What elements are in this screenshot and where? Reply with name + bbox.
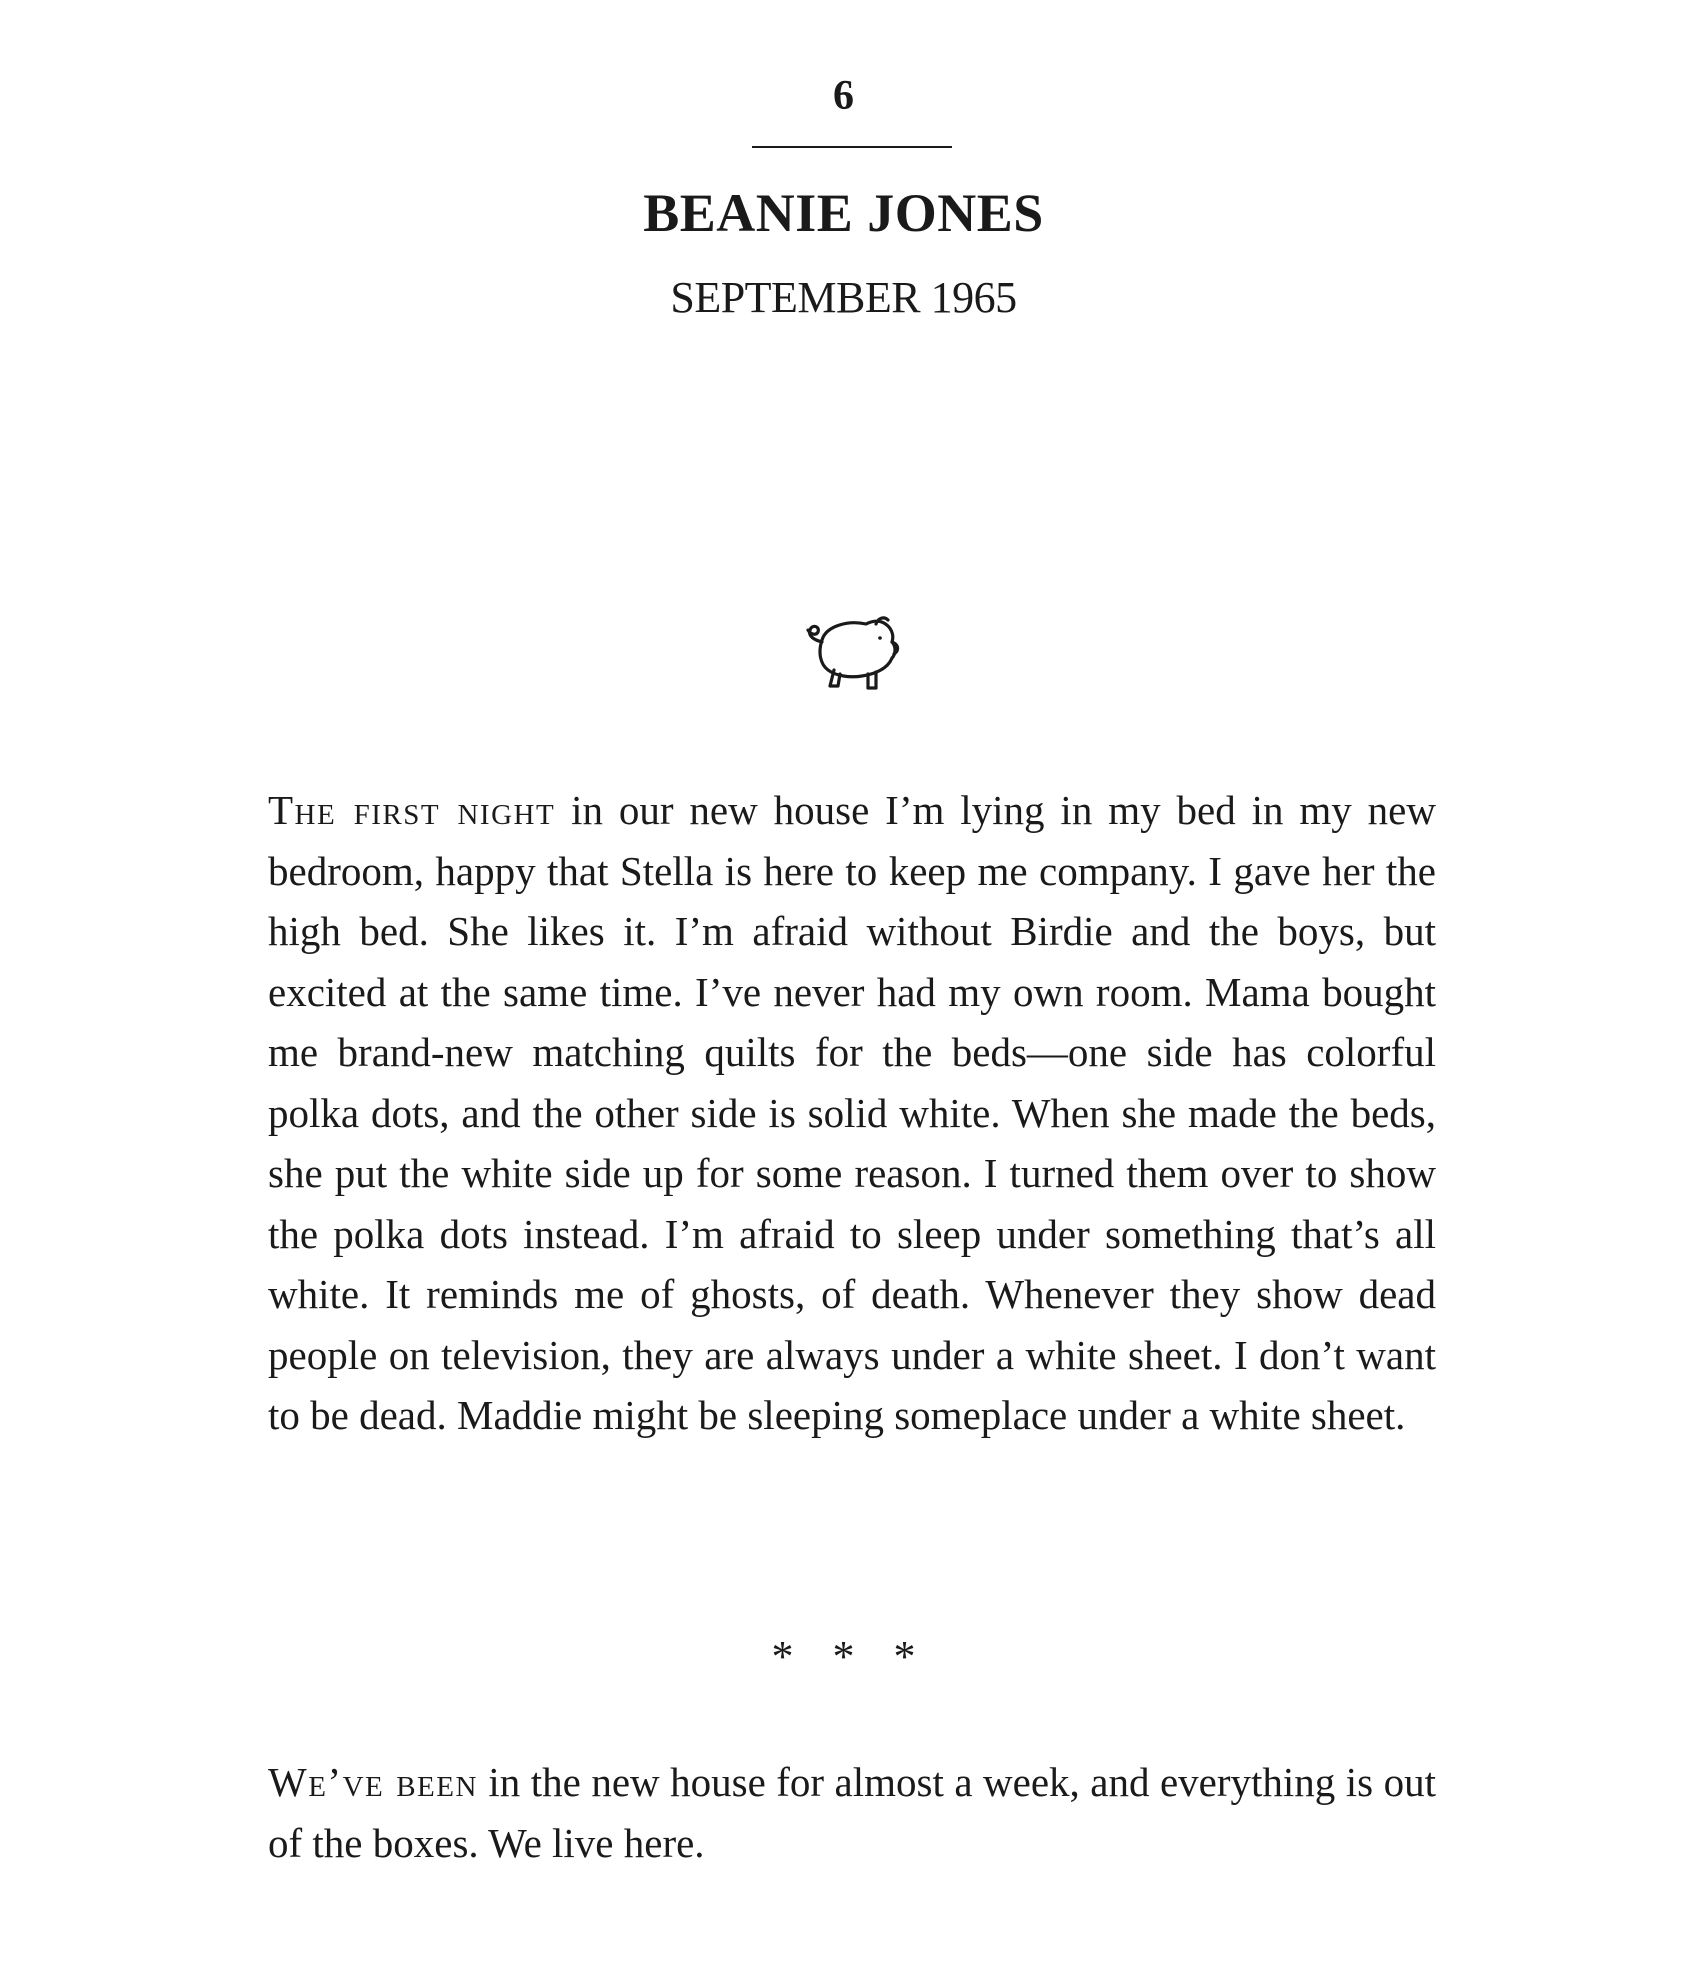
paragraph-2 — [268, 1752, 1436, 1873]
paragraph-2-text: in the new house for almost a week, and everything is out of the boxes. We live here. — [268, 1759, 1436, 1866]
chapter-date: SEPTEMBER 1965 — [670, 273, 1017, 322]
chapter-rule — [752, 146, 952, 148]
paragraph-1 — [268, 780, 1436, 1446]
chapter-number: 6 — [833, 73, 854, 119]
paragraph-1-text: in our new house I’m lying in my bed in my new bedroom, happy that Stella is here to keep me company. I gave her the high bed. She likes it. I’m afraid without Birdie and the boys, but excited at the same time. I’ve never had my own room. Mama bought me brand-new matching quilts for the beds—one side has colorful polka dots, and the other side is solid white. When she made the beds, she put the white side up for some reason. I turned them over to show the polka dots instead. I’m afraid to sleep under something that’s all white. It reminds me of ghosts, of death. Whenever they show dead people on television, they are always under a white sheet. I don’t want to be dead. Maddie might be sleeping someplace under a white sheet. — [268, 787, 1436, 1438]
paragraph-1-lead: The first night — [268, 787, 556, 833]
pig-icon — [796, 610, 908, 700]
chapter-title: BEANIE JONES — [643, 183, 1044, 243]
paragraph-2-lead: We’ve been — [268, 1759, 478, 1805]
scene-break: * * * — [771, 1632, 930, 1681]
